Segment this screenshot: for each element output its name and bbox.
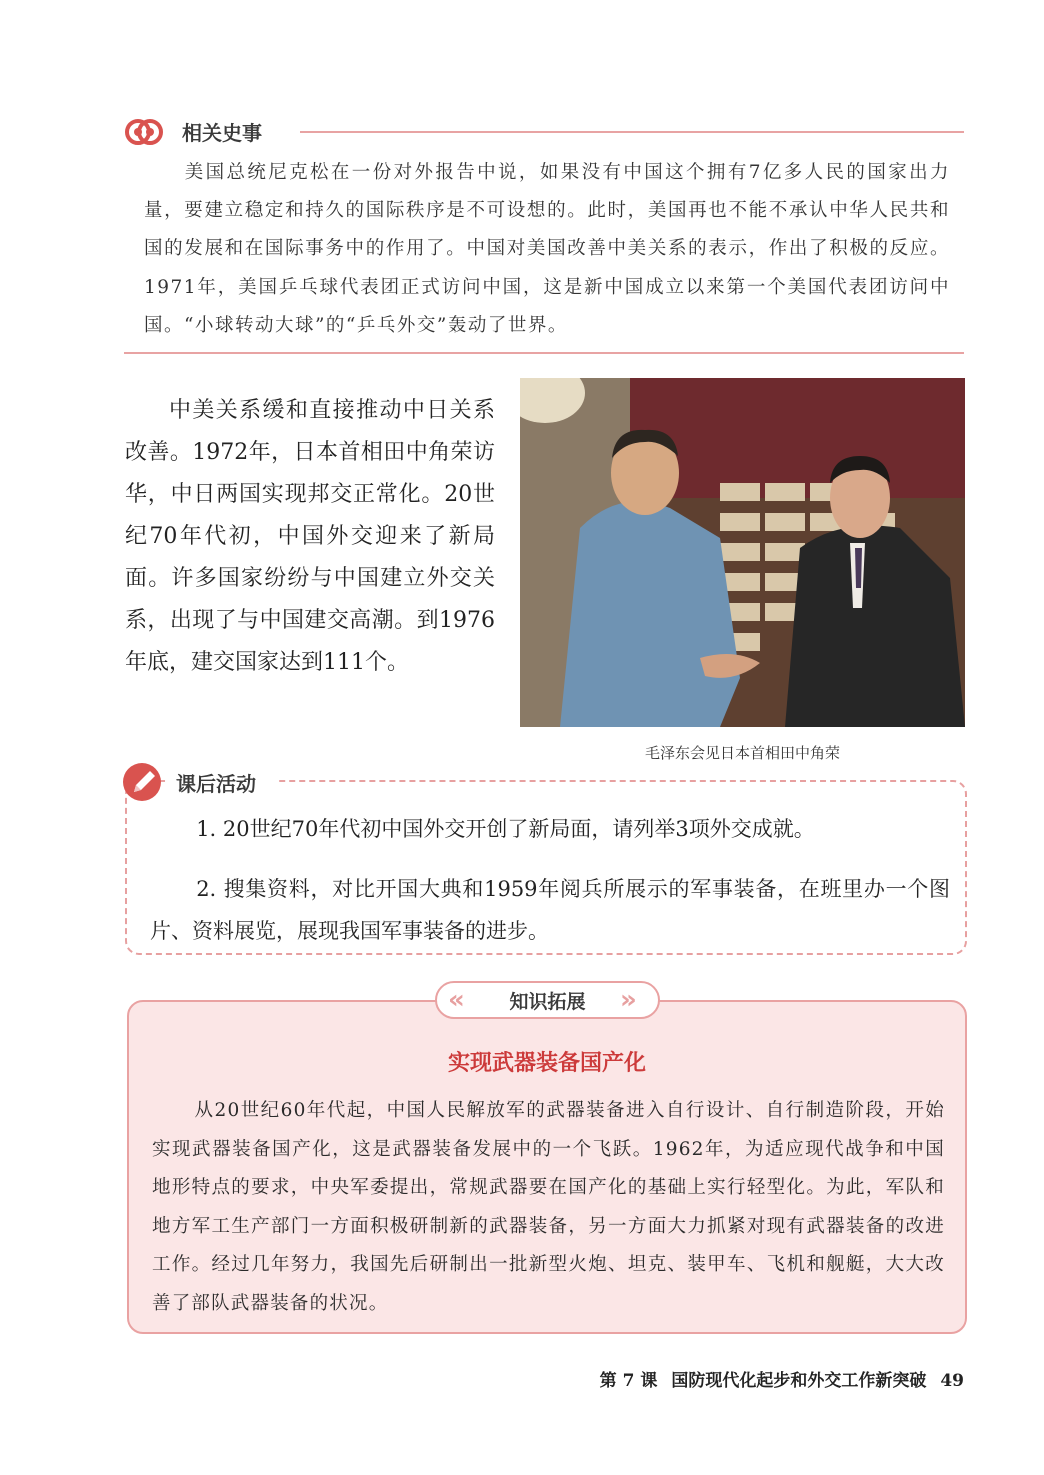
main-paragraph: 中美关系缓和直接推动中日关系改善。1972年，日本首相田中角荣访华，中日两国实现邦交正常化。20世纪70年代初，中国外交迎来了新局面。许多国家纷纷与中国建立外交关系，出现了与中国建交高潮。到1976年底，建交国家达到111个。 xyxy=(125,398,495,675)
pencil-icon xyxy=(122,762,166,802)
related-history-title: 相关史事 xyxy=(182,121,262,145)
related-history-divider xyxy=(300,131,964,133)
historical-photo xyxy=(520,378,965,727)
knowledge-paragraph: 从20世纪60年代起，中国人民解放军的武器装备进入自行设计、自行制造阶段，开始实现武器装备国产化，这是武器装备发展中的一个飞跃。1962年，为适应现代战争和中国地形特点的要求，中央军委提出，常规武器要在国产化的基础上实行轻型化。为此，军队和地方军工生产部门一方面积极研制新的武器装备，另一方面大力抓紧对现有武器装备的改进工作。经过几年努力，我国先后研制出一批新型火炮、坦克、装甲车、飞机和舰艇，大大改善了部队武器装备的状况。 xyxy=(152,1100,945,1314)
activity-item: 2. 搜集资料，对比开国大典和1959年阅兵所展示的军事装备，在班里办一个图片、资料展览，展现我国军事装备的进步。 xyxy=(150,877,950,943)
activity-item: 1. 20世纪70年代初中国外交开创了新局面，请列举3项外交成就。 xyxy=(196,817,815,841)
footer-title: 国防现代化起步和外交工作新突破 xyxy=(671,1371,927,1391)
related-history-text xyxy=(144,154,950,345)
knowledge-text xyxy=(152,1092,945,1323)
double-chevron-right-icon: » xyxy=(620,985,631,1015)
related-history-bottom-divider xyxy=(124,352,964,354)
knowledge-heading: 实现武器装备国产化 xyxy=(447,1050,646,1076)
activity-title: 课后活动 xyxy=(176,772,256,796)
related-history-paragraph: 美国总统尼克松在一份对外报告中说，如果没有中国这个拥有7亿多人民的国家出力量，要建立稳定和持久的国际秩序是不可设想的。此时，美国再也不能不承认中华人民共和国的发展和在国际事务中的作用了。中国对美国改善中美关系的表示，作出了积极的反应。1971年，美国乒乓球代表团正式访问中国，这是新中国成立以来第一个美国代表团访问中国。“小球转动大球”的“乒乓外交”轰动了世界。 xyxy=(144,162,950,336)
footer-lesson: 第 7 课 xyxy=(599,1371,658,1391)
main-paragraph-block xyxy=(125,390,495,684)
knowledge-tab-label: 知识拓展 xyxy=(509,991,586,1013)
page-number: 49 xyxy=(940,1371,964,1391)
activity-list xyxy=(150,808,950,970)
page-footer xyxy=(586,1366,964,1391)
swirl-icon xyxy=(124,112,164,152)
photo-caption: 毛泽东会见日本首相田中角荣 xyxy=(644,744,840,762)
double-chevron-left-icon: « xyxy=(448,985,459,1015)
